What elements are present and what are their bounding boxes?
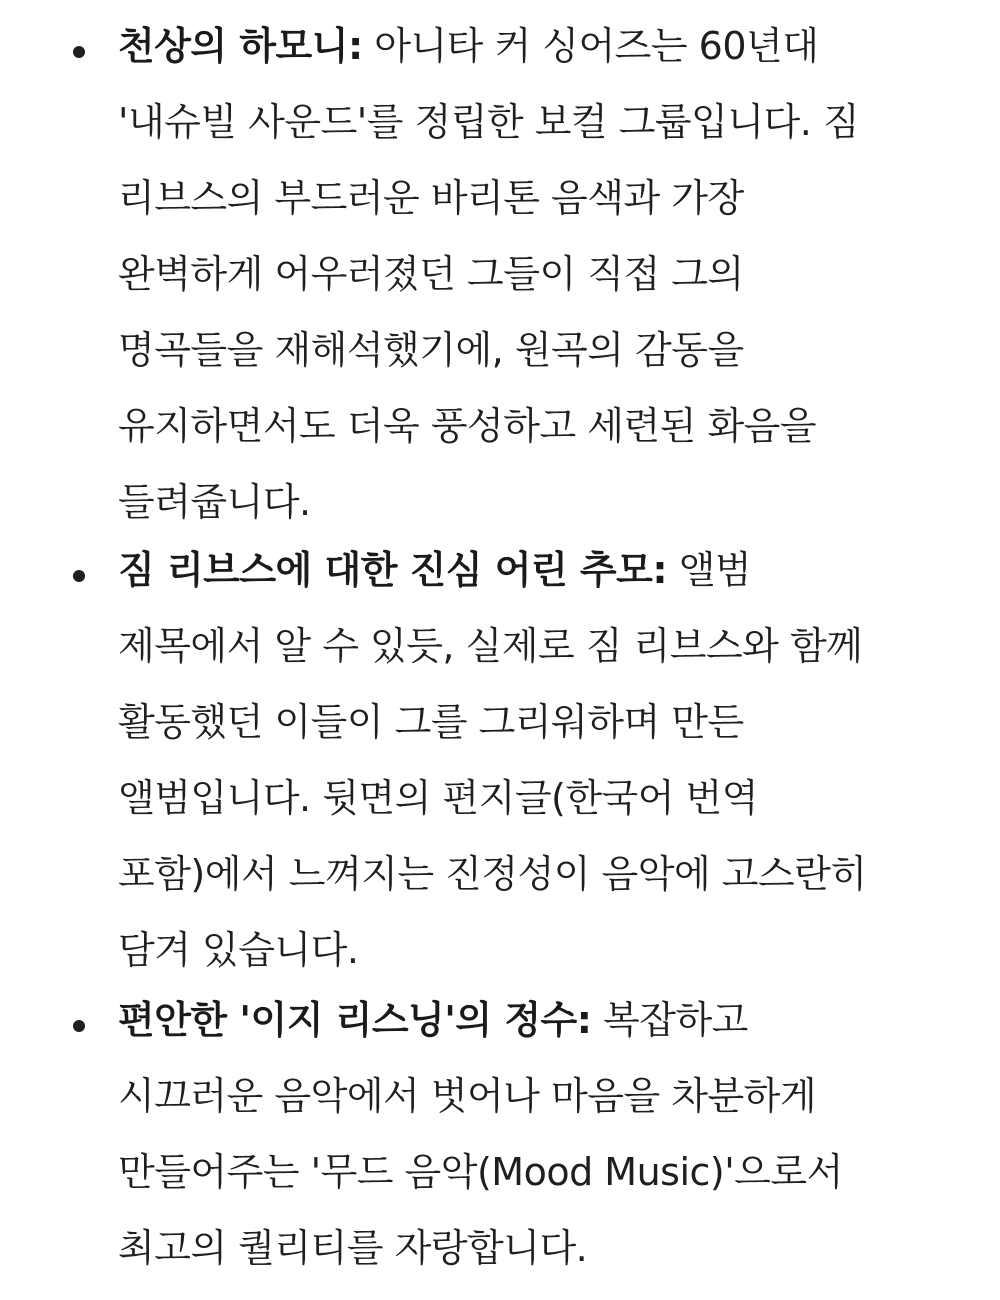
text-line: '내슈빌 사운드'를 정립한 보컬 그룹입니다. 짐 [118, 100, 860, 144]
text-line [118, 8, 818, 84]
text-line: 담겨 있습니다. [118, 928, 359, 972]
text-line: 들려줍니다. [118, 480, 311, 524]
bullet-dot [73, 1020, 85, 1032]
text-line [118, 532, 751, 608]
bullet-dot [73, 570, 85, 582]
text-line: 명곡들을 재해석했기에, 원곡의 감동을 [118, 328, 744, 372]
bullet-dot [73, 46, 85, 58]
text-line: 리브스의 부드러운 바리톤 음색과 가장 [118, 176, 744, 220]
text-line: 유지하면서도 더욱 풍성하고 세련된 화음을 [118, 404, 817, 448]
item-heading: 편안한 '이지 리스닝'의 정수: [118, 998, 592, 1042]
text-line [118, 982, 748, 1058]
item-heading: 짐 리브스에 대한 진심 어린 추모: [118, 548, 668, 592]
text-line: 제목에서 알 수 있듯, 실제로 짐 리브스와 함께 [118, 624, 863, 668]
text-line: 앨범입니다. 뒷면의 편지글(한국어 번역 [118, 776, 758, 820]
item-text: 앨범 [667, 548, 752, 592]
text-line: 만들어주는 '무드 음악(Mood Music)'으로서 [118, 1150, 843, 1194]
text-line: 최고의 퀄리티를 자랑합니다. [118, 1226, 588, 1270]
text-line: 활동했던 이들이 그를 그리워하며 만든 [118, 700, 744, 744]
item-text: 아니타 커 싱어즈는 60년대 [362, 24, 819, 68]
item-text: 복잡하고 [591, 998, 748, 1042]
text-line: 완벽하게 어우러졌던 그들이 직접 그의 [118, 252, 744, 296]
text-line: 포함)에서 느껴지는 진정성이 음악에 고스란히 [118, 852, 867, 896]
item-heading: 천상의 하모니: [118, 24, 363, 68]
text-line: 시끄러운 음악에서 벗어나 마음을 차분하게 [118, 1074, 817, 1118]
